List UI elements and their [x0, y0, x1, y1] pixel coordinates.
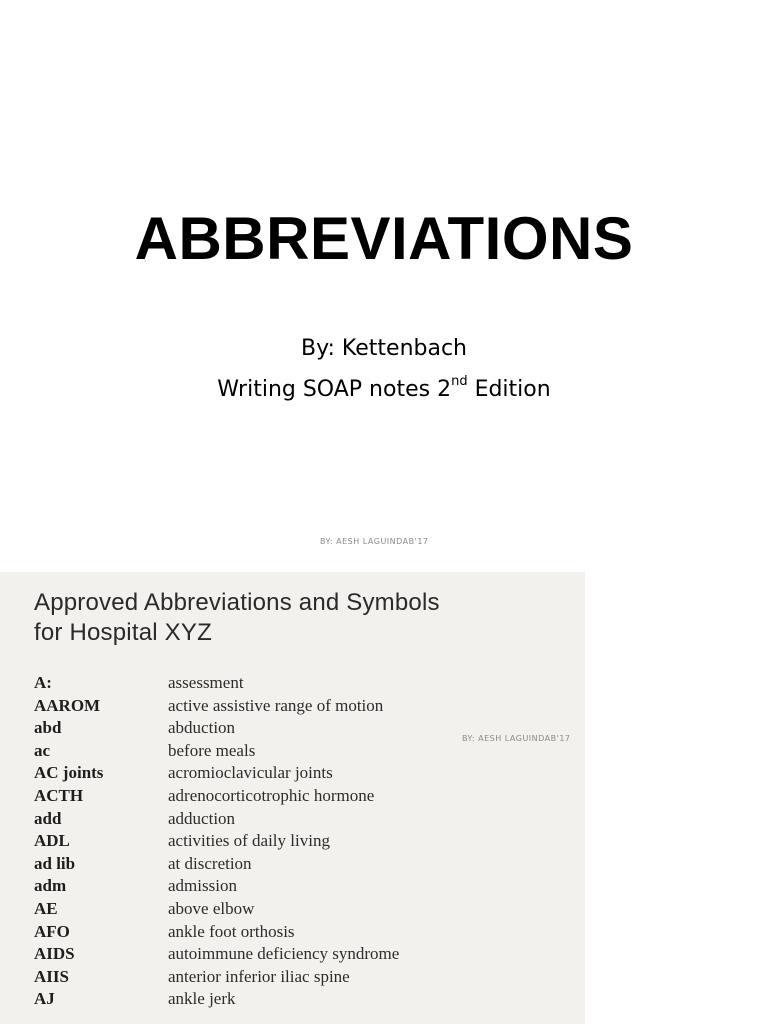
abbreviation-code: ADL: [34, 831, 70, 851]
scan-heading: [34, 588, 440, 648]
abbreviation-meaning: before meals: [168, 740, 256, 760]
abbreviation-code: ad lib: [34, 853, 76, 873]
slide-title: ABBREVIATIONS: [134, 205, 634, 272]
abbreviation-meaning: acromioclavicular joints: [168, 763, 333, 783]
author-byline: By: Kettenbach: [301, 336, 467, 361]
abbreviation-meaning: adduction: [168, 808, 236, 828]
abbreviation-code: adm: [34, 876, 67, 896]
abbreviation-code: A:: [34, 673, 52, 692]
abbreviation-meaning: adrenocorticotrophic hormone: [168, 785, 375, 805]
book-title-suffix: Edition: [467, 377, 551, 402]
abbreviation-code: AIIS: [34, 966, 69, 986]
abbreviation-meaning: active assistive range of motion: [168, 695, 384, 715]
abbreviation-meaning: activities of daily living: [168, 831, 330, 851]
scan-heading-line1: Approved Abbreviations and Symbols: [34, 589, 440, 616]
abbreviations-scan: [0, 572, 585, 1024]
abbreviation-code: AIDS: [34, 944, 75, 964]
abbreviation-meaning: at discretion: [168, 853, 252, 873]
abbreviation-code: ac: [34, 740, 51, 760]
abbreviation-meaning: above elbow: [168, 898, 255, 918]
edition-superscript: nd: [451, 373, 468, 389]
abbreviation-code: AE: [34, 898, 58, 918]
book-reference: [0, 373, 768, 402]
slide-credit: BY: AESH LAGUINDAB'17: [320, 537, 429, 546]
abbreviation-meaning: anterior inferior iliac spine: [168, 966, 350, 986]
abbreviation-meaning: ankle foot orthosis: [168, 921, 295, 941]
abbreviation-code: AFO: [34, 921, 70, 941]
abbreviation-code: AAROM: [34, 695, 101, 715]
slide-credit-2: BY: AESH LAGUINDAB'17: [462, 734, 571, 743]
abbreviation-meaning: ankle jerk: [168, 989, 236, 1009]
abbreviation-meaning: assessment: [168, 673, 244, 692]
scan-heading-line2: for Hospital XYZ: [34, 619, 212, 646]
abbreviation-meaning: abduction: [168, 718, 236, 738]
abbreviation-meaning: admission: [168, 876, 237, 896]
book-title-prefix: Writing SOAP notes 2: [217, 377, 452, 402]
abbreviation-code: ACTH: [34, 785, 84, 805]
abbreviation-code: abd: [34, 718, 62, 738]
abbreviation-code: add: [34, 808, 62, 828]
abbreviation-code: AJ: [34, 989, 55, 1009]
abbreviation-code: AC joints: [34, 763, 104, 783]
abbreviation-meaning: autoimmune deficiency syndrome: [168, 944, 400, 964]
